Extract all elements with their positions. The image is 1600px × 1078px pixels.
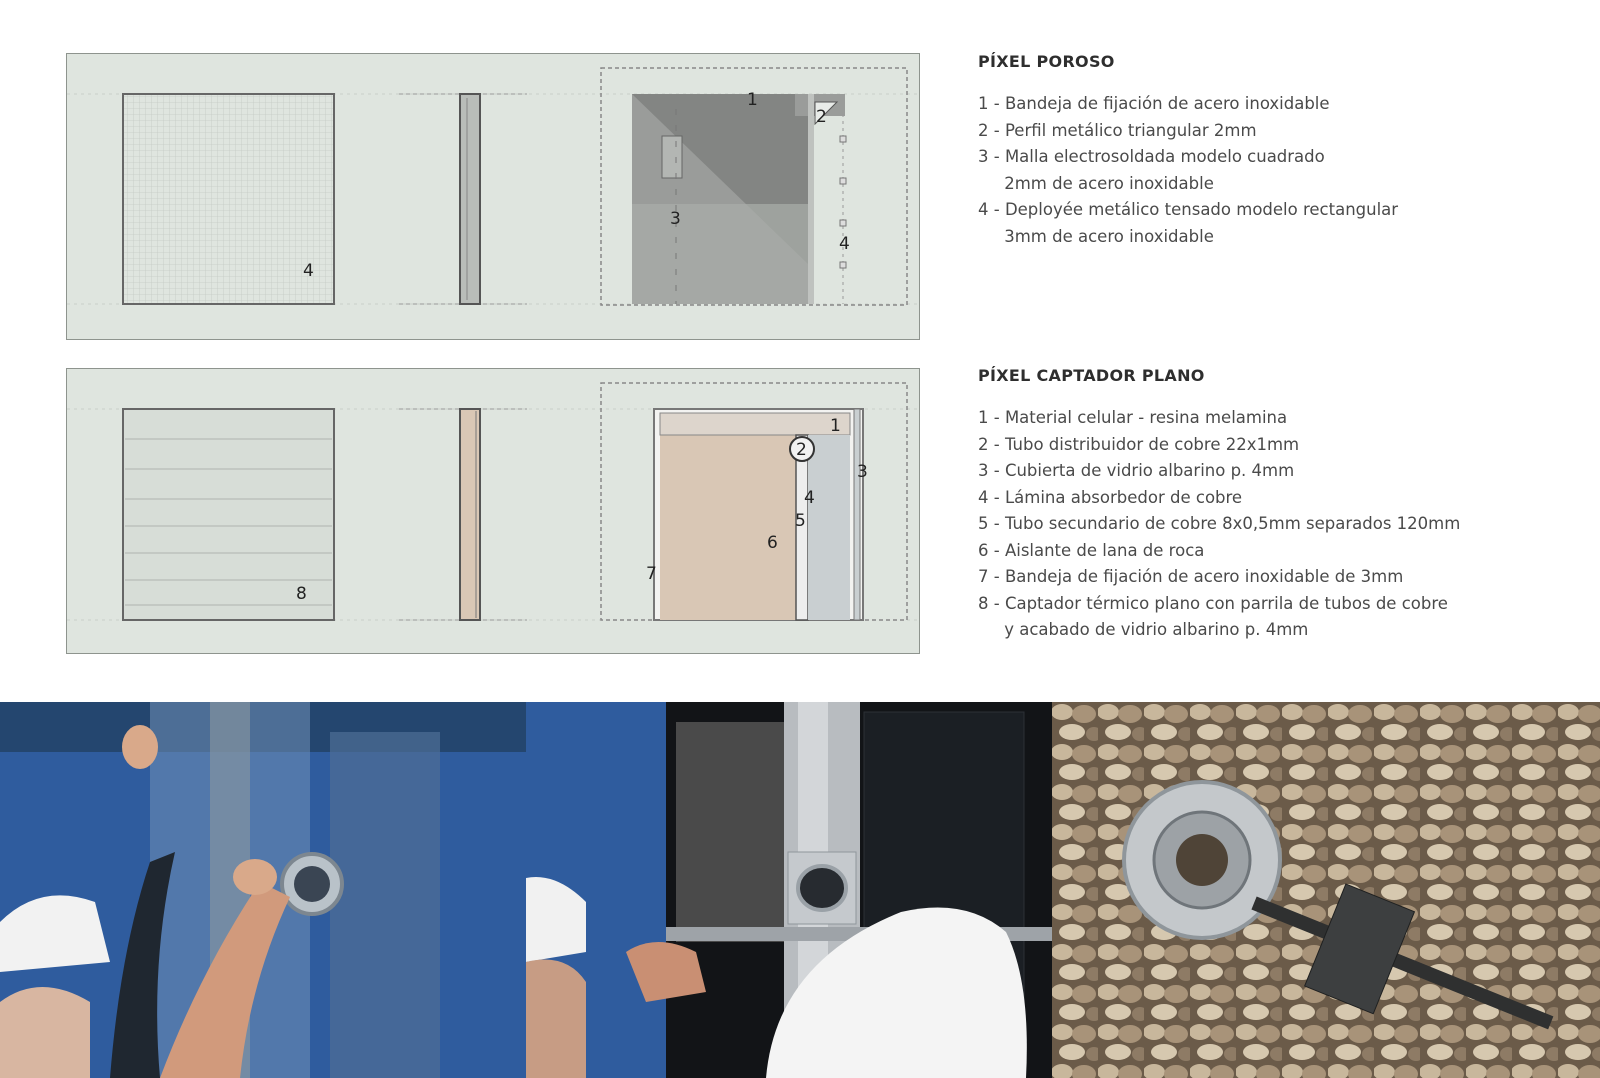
photo-fixing-disc-on-gravel	[1052, 702, 1600, 1078]
legend-item: 6 - Aislante de lana de roca	[978, 540, 1205, 560]
legend-item: 3mm de acero inoxidable	[978, 226, 1214, 246]
poroso-callout-3: 3	[670, 209, 681, 229]
captador-legend	[978, 366, 1460, 644]
captador-callout-5: 5	[795, 511, 806, 531]
photo-workers-installing	[0, 702, 526, 1078]
poroso-callout-1: 1	[747, 90, 758, 110]
captador-title: PÍXEL CAPTADOR PLANO	[978, 366, 1205, 385]
captador-callout-4: 4	[804, 488, 815, 508]
captador-section	[460, 409, 480, 620]
poroso-callout-4a: 4	[303, 261, 314, 281]
legend-item: 2mm de acero inoxidable	[978, 173, 1214, 193]
poroso-callout-2: 2	[816, 107, 827, 127]
poroso-legend	[978, 52, 1398, 250]
legend-item: 2 - Tubo distribuidor de cobre 22x1mm	[978, 434, 1300, 454]
captador-drawing	[67, 369, 921, 655]
legend-item: 3 - Cubierta de vidrio albarino p. 4mm	[978, 461, 1295, 480]
captador-callout-7: 7	[646, 564, 657, 584]
captador-drawing-panel	[66, 368, 920, 654]
captador-callout-8: 8	[296, 584, 307, 604]
poroso-callout-4b: 4	[839, 234, 850, 254]
legend-item: 4 - Deployée metálico tensado modelo rectangular	[978, 200, 1399, 219]
captador-callout-3: 3	[857, 462, 868, 482]
legend-item: y acabado de vidrio albarino p. 4mm	[978, 620, 1309, 639]
poroso-title: PÍXEL POROSO	[978, 52, 1115, 71]
poroso-section	[460, 94, 480, 304]
captador-callout-1: 1	[830, 416, 841, 436]
legend-item: 4 - Lámina absorbedor de cobre	[978, 487, 1243, 507]
legend-item: 5 - Tubo secundario de cobre 8x0,5mm separados 120mm	[978, 514, 1461, 533]
poroso-drawing	[67, 54, 921, 341]
legend-item: 3 - Malla electrosoldada modelo cuadrado	[978, 147, 1325, 166]
legend-item: 1 - Material celular - resina melamina	[978, 408, 1288, 427]
captador-callout-6: 6	[767, 533, 778, 553]
legend-item: 8 - Captador térmico plano con parrila de tubos de cobre	[978, 593, 1448, 613]
captador-callout-2: 2	[796, 440, 807, 460]
poroso-drawing-panel	[66, 53, 920, 340]
legend-item: 2 - Perfil metálico triangular 2mm	[978, 120, 1257, 140]
legend-item: 1 - Bandeja de fijación de acero inoxidable	[978, 94, 1330, 113]
legend-item: 7 - Bandeja de fijación de acero inoxidable de 3mm	[978, 567, 1404, 586]
photo-worker-inspecting	[526, 702, 1052, 1078]
